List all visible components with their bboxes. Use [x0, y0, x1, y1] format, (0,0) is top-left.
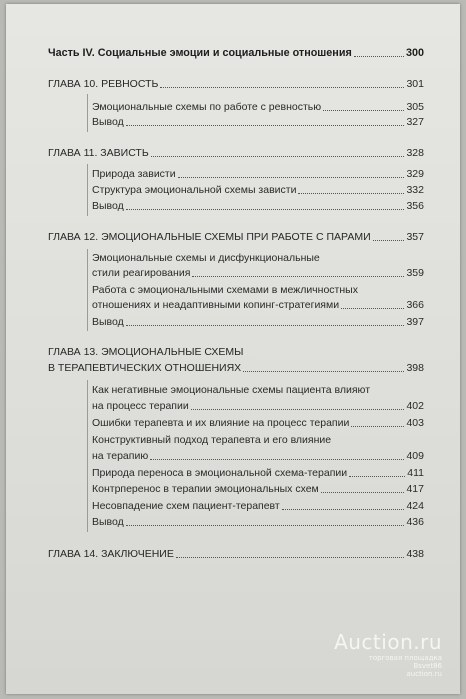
- chapter-rule: [87, 249, 88, 331]
- book-page: [6, 4, 460, 694]
- toc-entry: Вывод 327: [92, 116, 424, 128]
- leader-dots: [321, 492, 405, 493]
- leader-dots: [178, 177, 405, 178]
- leader-dots: [150, 459, 404, 460]
- chapter-rule: [87, 380, 88, 532]
- toc-entry: Контрперенос в терапии эмоциональных схем 417: [92, 483, 424, 495]
- toc-entry: Структура эмоциональной схемы зависти 332: [92, 184, 424, 196]
- toc-chapter-12: [48, 231, 424, 243]
- toc-entry: Вывод 436: [92, 516, 424, 528]
- leader-dots: [351, 426, 404, 427]
- watermark-brand: Auction.ru: [334, 630, 442, 654]
- toc-entry: Эмоциональные схемы по работе с ревностью 305: [92, 101, 424, 113]
- toc-entry-line1: Эмоциональные схемы и дисфункциональные: [92, 252, 320, 264]
- toc-chapter-11: [48, 147, 424, 159]
- chapter-page: 438: [406, 548, 424, 560]
- chapter-title: ГЛАВА 11. ЗАВИСТЬ: [48, 147, 149, 159]
- toc-entry: Природа зависти 329: [92, 168, 424, 180]
- chapter-page: 328: [406, 147, 424, 159]
- chapter-title: ГЛАВА 10. РЕВНОСТЬ: [48, 78, 159, 90]
- leader-dots: [354, 56, 404, 57]
- leader-dots: [126, 209, 405, 210]
- toc-entry: Вывод 356: [92, 200, 424, 212]
- leader-dots: [341, 308, 404, 309]
- toc-entry: Вывод 397: [92, 316, 424, 328]
- leader-dots: [282, 509, 405, 510]
- leader-dots: [126, 325, 405, 326]
- leader-dots: [151, 156, 405, 157]
- leader-dots: [298, 193, 404, 194]
- chapter-title: ГЛАВА 12. ЭМОЦИОНАЛЬНЫЕ СХЕМЫ ПРИ РАБОТЕ С ПАРАМИ: [48, 231, 371, 243]
- leader-dots: [126, 525, 405, 526]
- chapter-page: 301: [406, 78, 424, 90]
- chapter-title: В ТЕРАПЕВТИЧЕСКИХ ОТНОШЕНИЯХ: [48, 362, 242, 374]
- leader-dots: [373, 240, 405, 241]
- leader-dots: [192, 276, 404, 277]
- chapter-rule: [87, 94, 88, 132]
- leader-dots: [160, 87, 404, 88]
- chapter-title: ГЛАВА 14. ЗАКЛЮЧЕНИЕ: [48, 548, 174, 560]
- leader-dots: [349, 476, 405, 477]
- toc-entry: на терапию 409: [92, 450, 424, 462]
- toc-entry-line1: Конструктивный подход терапевта и его влияние: [92, 434, 332, 446]
- toc-entry: на процесс терапии 402: [92, 400, 424, 412]
- toc-entry: стили реагирования 359: [92, 267, 424, 279]
- toc-entry-line1: Работа с эмоциональными схемами в межличностных: [92, 284, 358, 296]
- chapter-rule: [87, 164, 88, 216]
- toc-entry: отношениях и неадаптивными копинг-стратегиями 366: [92, 299, 424, 311]
- toc-entry-line1: Как негативные эмоциональные схемы пациента влияют: [92, 384, 371, 396]
- chapter-page: 398: [406, 362, 424, 374]
- part-page: 300: [405, 47, 424, 59]
- toc-chapter-14: [48, 548, 424, 560]
- toc-entry: Ошибки терапевта и их влияние на процесс терапии 403: [92, 417, 424, 429]
- toc-chapter-13: [48, 362, 424, 374]
- toc-part-heading: [48, 47, 424, 59]
- leader-dots: [323, 110, 404, 111]
- watermark: Auction.ru торговая площадка Bsvet86 auction.ru: [334, 630, 442, 678]
- leader-dots: [191, 409, 405, 410]
- leader-dots: [126, 125, 405, 126]
- toc-chapter-10: [48, 78, 424, 90]
- toc-entry: Природа переноса в эмоциональной схема-терапии 411: [92, 467, 424, 479]
- leader-dots: [243, 371, 404, 372]
- leader-dots: [176, 557, 405, 558]
- chapter-page: 357: [406, 231, 424, 243]
- toc-entry: Несовпадение схем пациент-терапевт 424: [92, 500, 424, 512]
- chapter-title-line1: ГЛАВА 13. ЭМОЦИОНАЛЬНЫЕ СХЕМЫ: [48, 346, 244, 358]
- part-title: Часть IV. Социальные эмоции и социальные отношения: [48, 47, 352, 59]
